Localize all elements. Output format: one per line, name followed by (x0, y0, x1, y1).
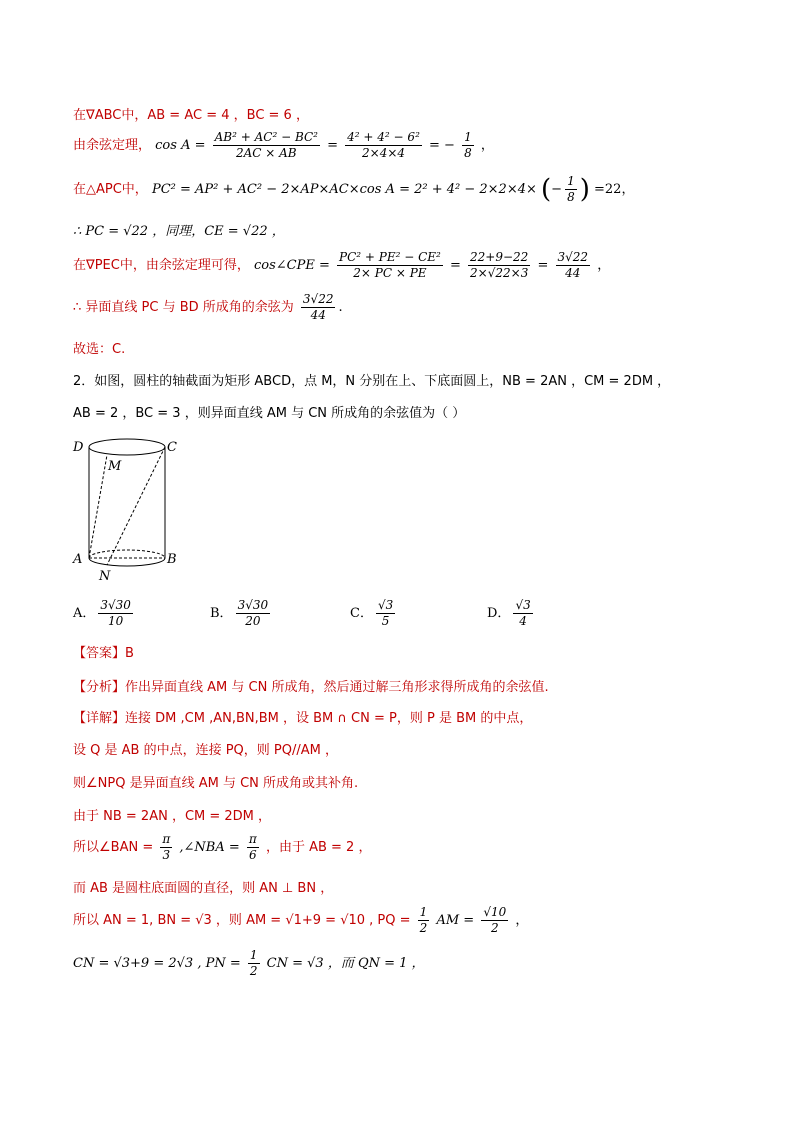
label-m: M (108, 459, 122, 474)
answer-value: B (125, 646, 134, 661)
detail-line-8: CN = √3+9 = 2√3 , PN = $\frac{1}{2}$ CN = √3 ，而 QN = 1 ， (73, 948, 425, 978)
text-line-4 (73, 220, 285, 239)
detail-line-7: 所以 AN = 1, BN = √3 ，则 AM = √1+9 = √10 , PQ = $\frac{1}{2}$ AM = $\frac{√10}{2}$ ， (73, 905, 529, 935)
detail-text-1: 连接 DM ,CM ,AN,BN,BM ，设 BM ∩ CN = P，则 P 是 BM 的中点， (125, 711, 533, 726)
label-b: B (167, 552, 177, 567)
question-2-line-2 (73, 402, 465, 421)
fraction: $\frac{\text{PC² + PE² − CE²}}{2\times PC \times PE}$ (339, 250, 441, 280)
text-line-3: 在△APC中， PC² = AP² + AC² − 2×AP×AC×cos A = 2² + 4² − 2×2×4× (− $\frac{1}{8}$ ) =22， (73, 174, 635, 205)
fraction: $\frac{1}{8}$ (567, 174, 575, 204)
detail-line-1 (73, 707, 532, 726)
detail-text-6: 而 AB 是圆柱底面圆的直径，则 AN ⊥ BN ， (73, 881, 334, 896)
detail-line-3 (73, 772, 358, 791)
line-5-math: cos∠CPE = (253, 258, 330, 273)
detail-text-4: 由于 NB = 2AN ，CM = 2DM ， (73, 809, 272, 824)
question-2-line-1 (73, 370, 670, 389)
text-line-7 (73, 338, 125, 357)
detail-text-3: 则∠NPQ 是异面直线 AM 与 CN 所成角或其补角. (73, 776, 359, 791)
text-line-5: 在∇PEC中，由余弦定理可得， cos∠CPE = $\frac{\text{PC² + PE² − CE²}}{2\times PC \times PE}$ = $\frac{22+9-22}{2\times√22\times 3}$ = $\frac{3√22}{44}$ ， (73, 250, 611, 280)
fraction: $\frac{\text{4² + 4² − 6²}}{2\times 4\times 4}$ (347, 130, 420, 160)
line-3-label: 在△APC中， (73, 182, 148, 197)
answer-tag: 【答案】 (73, 646, 126, 661)
label-c: C (167, 440, 177, 455)
choice-c[interactable]: C． $\frac{√3}{5}$ (350, 598, 394, 628)
analysis-line (73, 676, 549, 695)
detail-line-2 (73, 739, 338, 758)
text-line-2: 由余弦定理， cos A = $\frac{\text{AB² + AC² − BC²}}{2AC \times AB}$ = $\frac{\text{4² + 4² − 6²}}{2\times 4\times 4}$ = − $\frac{1}{8}$ ， (73, 130, 494, 160)
text-line-6: ∴ 异面直线 PC 与 BD 所成角的余弦为 $\frac{3√22}{44}$ . (73, 292, 343, 322)
detail-text-5: 所以∠BAN = (73, 840, 154, 855)
fraction: $\frac{3√22}{44}$ (557, 250, 589, 280)
line-6-text: ∴ 异面直线 PC 与 BD 所成角的余弦为 (73, 300, 294, 315)
top-ellipse (89, 439, 165, 455)
detail-text-8: CN = √3+9 = 2√3 , PN = (73, 956, 241, 971)
line-3-math: PC² = AP² + AC² − 2×AP×AC×cos A = 2² + 4² − 2×2×4× (151, 182, 537, 197)
line-2-label: 由余弦定理， (73, 138, 152, 153)
bottom-ellipse-back (89, 550, 165, 558)
line-1-text: 在∇ABC中，AB = AC = 4 ，BC = 6 ， (73, 108, 309, 123)
question-2-text-2: AB = 2 ，BC = 3 ，则异面直线 AM 与 CN 所成角的余弦值为（ ） (73, 406, 466, 421)
fraction: $\frac{\text{AB² + AC² − BC²}}{2AC \times AB}$ (214, 130, 318, 160)
choice-d[interactable]: D． $\frac{√3}{4}$ (487, 598, 531, 628)
fraction: $\frac{1}{8}$ (464, 130, 472, 160)
line-5-label: 在∇PEC中，由余弦定理可得， (73, 258, 250, 273)
text-line-1 (73, 104, 309, 123)
label-n: N (99, 569, 111, 584)
detail-text-2: 设 Q 是 AB 的中点，连接 PQ，则 PQ//AM ， (73, 743, 338, 758)
question-2-text-1: 2．如图，圆柱的轴截面为矩形 ABCD，点 M，N 分别在上、下底面圆上，NB = 2AN ，CM = 2DM ， (73, 374, 671, 389)
answer-line (73, 642, 134, 661)
fraction: $\frac{22+9-22}{2\times√22\times 3}$ (470, 250, 529, 280)
line-2-math: cos A = (155, 138, 206, 153)
analysis-tag: 【分析】 (73, 680, 126, 695)
detail-line-6 (73, 877, 333, 896)
line-4-text: ∴ PC = √22 ，同理，CE = √22 ， (73, 224, 285, 239)
detail-line-5: 所以∠BAN = $\frac{\pi}{3}$ ,∠NBA = $\frac{\pi}{6}$ ，由于 AB = 2 ， (73, 832, 372, 862)
analysis-text: 作出异面直线 AM 与 CN 所成角，然后通过解三角形求得所成角的余弦值. (125, 680, 549, 695)
choice-a[interactable]: A． $\frac{3√30}{10}$ (73, 598, 131, 628)
fraction: $\frac{3√22}{44}$ (302, 292, 334, 322)
bottom-ellipse-front (89, 558, 165, 566)
detail-line-4 (73, 805, 271, 824)
label-a: A (73, 552, 83, 567)
detail-text-7: 所以 AN = 1, BN = √3 ，则 AM = √1+9 = √10 , PQ = (73, 913, 411, 928)
choice-b[interactable]: B． $\frac{3√30}{20}$ (210, 598, 269, 628)
label-d: D (73, 440, 84, 455)
line-7-text: 故选：C. (73, 342, 126, 357)
segment-am (89, 455, 107, 558)
cylinder-diagram (70, 430, 190, 585)
detail-tag: 【详解】 (73, 711, 126, 726)
